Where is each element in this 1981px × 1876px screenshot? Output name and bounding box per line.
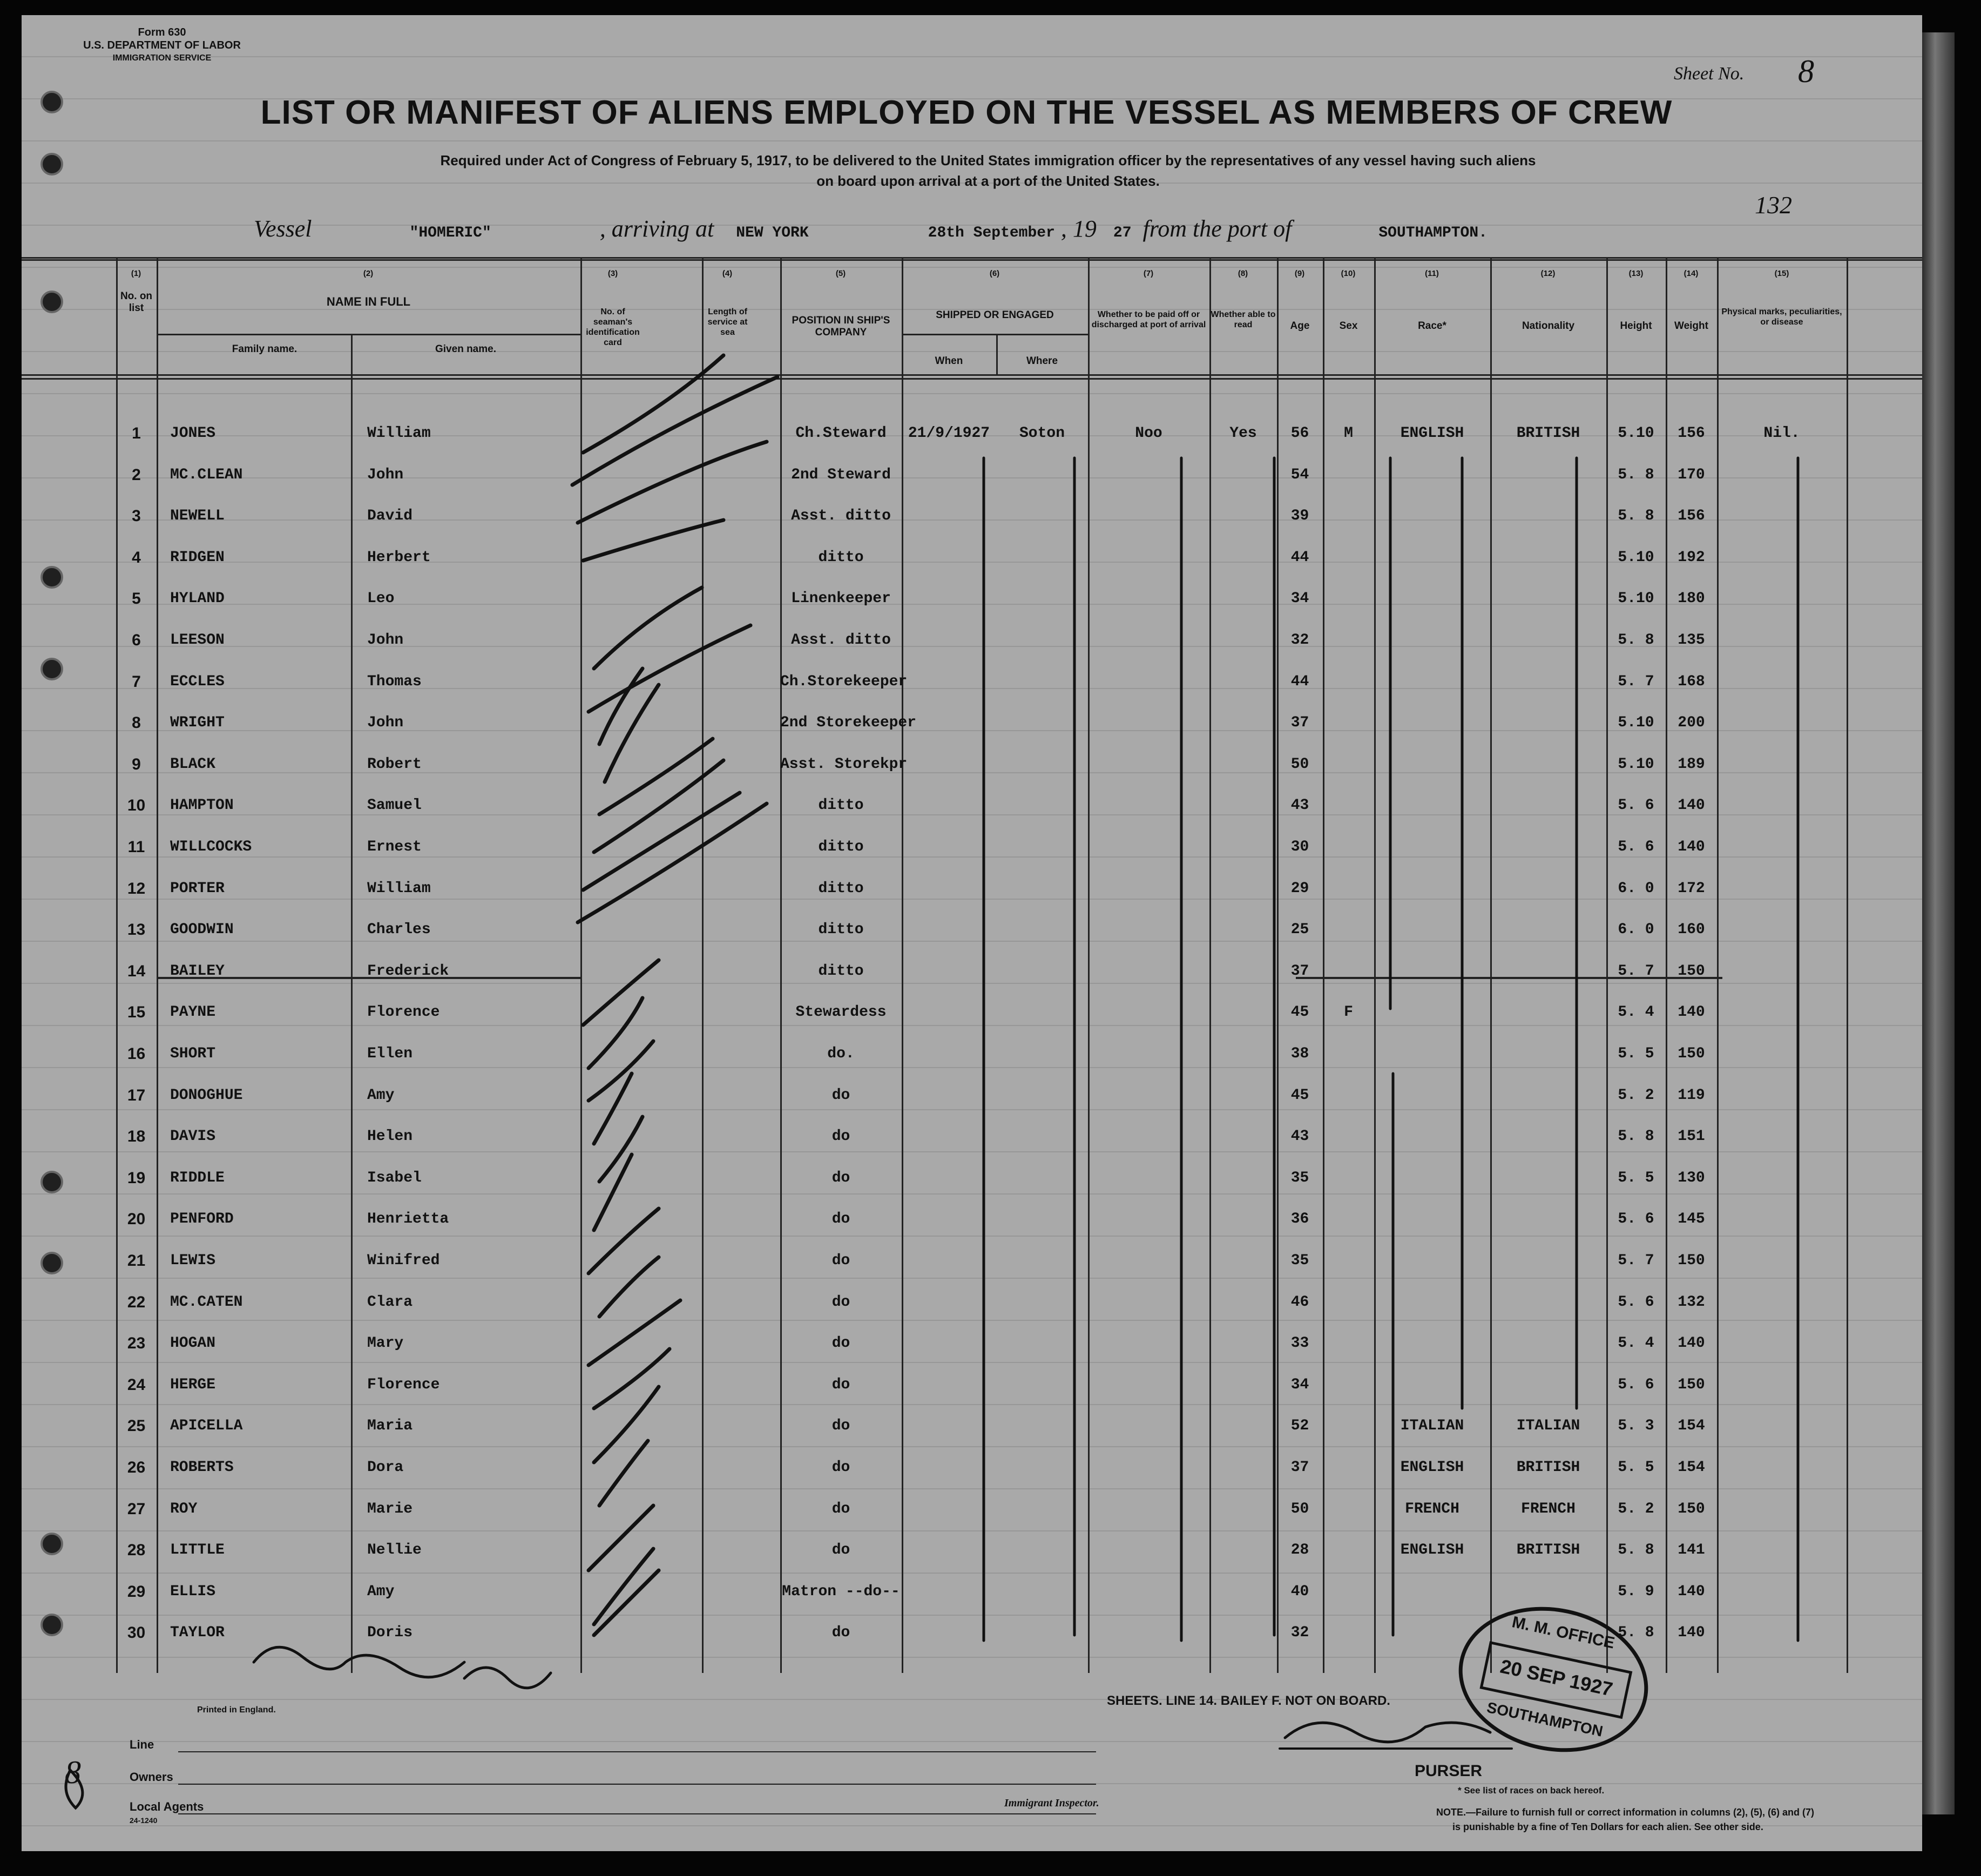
height: 5. 6 <box>1618 1293 1654 1311</box>
column-number: (7) <box>1143 269 1154 278</box>
position: do <box>831 1252 850 1269</box>
position: ditto <box>818 549 864 566</box>
header-able-read: Whether able to read <box>1211 310 1276 329</box>
height: 5. 8 <box>1618 466 1654 483</box>
given-name: Winifred <box>367 1252 440 1269</box>
family-name: WRIGHT <box>170 714 225 732</box>
position: do <box>831 1418 850 1435</box>
position: ditto <box>818 839 864 855</box>
age: 46 <box>1290 1293 1309 1311</box>
position: ditto <box>818 880 864 897</box>
age: 36 <box>1290 1211 1309 1228</box>
row-number: 21 <box>127 1252 146 1270</box>
age: 32 <box>1290 1624 1309 1642</box>
height: 5.10 <box>1618 755 1654 773</box>
adjacent-page-edge <box>1922 32 1955 1814</box>
row-number: 26 <box>127 1459 146 1476</box>
weight: 140 <box>1678 1335 1705 1352</box>
shipped-where: Soton <box>1019 425 1065 442</box>
family-name: HERGE <box>170 1376 216 1393</box>
weight: 150 <box>1678 962 1705 980</box>
weight: 192 <box>1678 549 1705 566</box>
column-number: (3) <box>607 269 618 278</box>
height: 5. 8 <box>1618 1128 1654 1145</box>
race-note: * See list of races on back hereof. <box>1458 1785 1605 1796</box>
sex: F <box>1344 1004 1353 1021</box>
arrival-date: 28th September <box>928 225 1055 241</box>
height: 5.10 <box>1618 425 1654 442</box>
row-number: 27 <box>127 1500 146 1518</box>
age: 43 <box>1290 1128 1309 1145</box>
nationality: FRENCH <box>1521 1500 1576 1517</box>
age: 44 <box>1290 549 1309 566</box>
given-name: Mary <box>367 1335 404 1352</box>
height: 6. 0 <box>1618 880 1654 897</box>
position: ditto <box>818 921 864 939</box>
height: 5. 8 <box>1618 632 1654 649</box>
age: 38 <box>1290 1045 1309 1062</box>
owners-label: Owners <box>130 1770 173 1784</box>
paid-off: Noo <box>1135 425 1162 442</box>
arriving-label: , arriving at <box>599 215 714 242</box>
column-number: (1) <box>131 269 141 278</box>
row-number: 14 <box>127 962 146 980</box>
form-number: Form 630 <box>138 26 186 38</box>
given-name: John <box>367 466 404 483</box>
row-number: 15 <box>127 1003 146 1022</box>
family-name: SHORT <box>170 1045 216 1062</box>
position: do <box>831 1087 850 1104</box>
nationality: BRITISH <box>1516 425 1580 442</box>
age: 32 <box>1290 632 1309 649</box>
weight: 140 <box>1678 839 1705 855</box>
family-name: BLACK <box>170 755 216 773</box>
age: 52 <box>1290 1418 1309 1435</box>
family-name: PENFORD <box>170 1211 234 1228</box>
position: do. <box>827 1045 855 1062</box>
age: 35 <box>1290 1169 1309 1186</box>
height: 5. 8 <box>1618 1542 1654 1559</box>
row-number: 22 <box>127 1293 146 1311</box>
row-number: 30 <box>127 1624 146 1642</box>
weight: 160 <box>1678 921 1705 939</box>
given-name: Ernest <box>367 839 422 855</box>
row-number: 23 <box>127 1334 146 1353</box>
header-seaman-card: No. of seaman's identification card <box>586 307 640 347</box>
column-number: (12) <box>1540 269 1556 278</box>
age: 50 <box>1290 755 1309 773</box>
age: 37 <box>1290 714 1309 732</box>
header-family-name: Family name. <box>232 343 298 355</box>
age: 43 <box>1290 797 1309 814</box>
given-name: Charles <box>367 921 431 939</box>
age: 44 <box>1290 673 1309 690</box>
race: ITALIAN <box>1400 1418 1464 1435</box>
header-nationality: Nationality <box>1522 320 1575 332</box>
weight: 150 <box>1678 1045 1705 1062</box>
physical-marks: Nil. <box>1763 425 1800 442</box>
family-name: ECCLES <box>170 673 225 690</box>
weight: 168 <box>1678 673 1705 690</box>
family-name: PORTER <box>170 880 225 897</box>
nationality: ITALIAN <box>1516 1418 1580 1435</box>
age: 28 <box>1290 1542 1309 1559</box>
stamp-date: 20 SEP 1927 <box>1498 1655 1615 1700</box>
given-name: John <box>367 632 404 649</box>
height: 5. 7 <box>1618 962 1654 980</box>
position: do <box>831 1459 850 1476</box>
position: Ch.Storekeeper <box>780 673 908 690</box>
given-name: Henrietta <box>367 1211 449 1228</box>
header-position: POSITION IN SHIP'S COMPANY <box>792 315 890 338</box>
family-name: RIDDLE <box>170 1169 225 1186</box>
height: 5. 5 <box>1618 1459 1654 1476</box>
age: 34 <box>1290 590 1309 608</box>
position: do <box>831 1376 850 1393</box>
given-name: Isabel <box>367 1169 422 1186</box>
given-name: Herbert <box>367 549 431 566</box>
column-number: (15) <box>1774 269 1789 278</box>
weight: 154 <box>1678 1459 1705 1476</box>
header-length-service: Length of service at sea <box>707 307 748 337</box>
given-name: Clara <box>367 1293 413 1311</box>
stamp-bottom-text: SOUTHAMPTON <box>1485 1698 1605 1740</box>
row-number: 7 <box>132 672 141 691</box>
row-number: 25 <box>127 1417 146 1435</box>
row-number: 17 <box>127 1086 146 1104</box>
weight: 156 <box>1678 425 1705 442</box>
position: Linenkeeper <box>791 590 891 608</box>
race: ENGLISH <box>1400 425 1464 442</box>
page-title: LIST OR MANIFEST OF ALIENS EMPLOYED ON THE VESSEL AS MEMBERS OF CREW <box>260 94 1673 131</box>
position: 2nd Steward <box>791 466 891 483</box>
height: 5. 2 <box>1618 1500 1654 1517</box>
position: ditto <box>818 962 864 980</box>
weight: 119 <box>1678 1087 1705 1104</box>
height: 5. 6 <box>1618 1376 1654 1393</box>
row-number: 11 <box>127 838 145 856</box>
immigrant-inspector-label: Immigrant Inspector. <box>1004 1797 1099 1809</box>
header-no-on-list: No. on list <box>120 291 153 314</box>
family-name: WILLCOCKS <box>170 839 252 855</box>
line-label: Line <box>130 1738 154 1751</box>
given-name: William <box>367 425 431 442</box>
given-name: Florence <box>367 1376 440 1393</box>
position: do <box>831 1293 850 1311</box>
row-number: 5 <box>132 590 141 608</box>
height: 5. 7 <box>1618 1252 1654 1269</box>
position: do <box>831 1542 850 1559</box>
age: 33 <box>1290 1335 1309 1352</box>
position: do <box>831 1169 850 1186</box>
given-name: Thomas <box>367 673 422 690</box>
age: 40 <box>1290 1583 1309 1600</box>
given-name: Maria <box>367 1418 413 1435</box>
position: Matron --do-- <box>782 1583 900 1600</box>
height: 5. 2 <box>1618 1087 1654 1104</box>
printed-note: Printed in England. <box>197 1705 276 1715</box>
given-name: Helen <box>367 1128 413 1145</box>
weight: 132 <box>1678 1293 1705 1311</box>
able-to-read: Yes <box>1229 425 1257 442</box>
header-shipped: SHIPPED OR ENGAGED <box>936 309 1054 321</box>
family-name: MC.CATEN <box>170 1293 243 1311</box>
year-prefix: , 19 <box>1060 215 1097 242</box>
weight: 140 <box>1678 1624 1705 1642</box>
header-age: Age <box>1290 320 1310 332</box>
family-name: NEWELL <box>170 508 225 525</box>
year-suffix: 27 <box>1113 225 1132 241</box>
height: 5. 8 <box>1618 1624 1654 1642</box>
given-name: Amy <box>367 1087 395 1104</box>
weight: 150 <box>1678 1252 1705 1269</box>
department-name: U.S. DEPARTMENT OF LABOR <box>83 39 241 51</box>
family-name: APICELLA <box>170 1418 243 1435</box>
given-name: Nellie <box>367 1542 422 1559</box>
position: 2nd Storekeeper <box>780 714 917 732</box>
age: 35 <box>1290 1252 1309 1269</box>
height: 5.10 <box>1618 590 1654 608</box>
vessel-name: "HOMERIC" <box>409 225 491 241</box>
header-where: Where <box>1026 355 1058 367</box>
header-given-name: Given name. <box>435 343 496 355</box>
page-annotation: 132 <box>1755 191 1792 219</box>
row-number: 8 <box>132 714 141 732</box>
weight: 135 <box>1678 632 1705 649</box>
row-number: 19 <box>127 1169 146 1187</box>
race: FRENCH <box>1405 1500 1459 1517</box>
row-number: 4 <box>132 548 141 566</box>
header-when: When <box>935 355 963 367</box>
row-number: 16 <box>127 1045 146 1063</box>
given-name: William <box>367 880 431 897</box>
position: Ch.Steward <box>795 425 887 442</box>
age: 56 <box>1290 425 1309 442</box>
column-number: (6) <box>989 269 1000 278</box>
given-name: Amy <box>367 1583 395 1600</box>
nationality: BRITISH <box>1516 1459 1580 1476</box>
weight: 150 <box>1678 1500 1705 1517</box>
height: 5.10 <box>1618 714 1654 732</box>
purser-label: PURSER <box>1415 1762 1483 1780</box>
stamp-top-text: M. M. OFFICE <box>1510 1613 1617 1652</box>
height: 5. 6 <box>1618 1211 1654 1228</box>
position: do <box>831 1624 850 1642</box>
weight: 156 <box>1678 508 1705 525</box>
family-name: LITTLE <box>170 1542 225 1559</box>
weight: 180 <box>1678 590 1705 608</box>
weight: 170 <box>1678 466 1705 483</box>
row-number: 6 <box>132 631 141 649</box>
margin-mark: 8 <box>65 1754 81 1790</box>
row-number: 29 <box>127 1582 146 1601</box>
family-name: MC.CLEAN <box>170 466 243 483</box>
service-name: IMMIGRATION SERVICE <box>112 53 212 63</box>
family-name: DONOGHUE <box>170 1087 243 1104</box>
given-name: Marie <box>367 1500 413 1517</box>
race: ENGLISH <box>1400 1459 1464 1476</box>
position: ditto <box>818 797 864 814</box>
header-sex: Sex <box>1339 320 1358 332</box>
family-name: BAILEY <box>170 962 225 980</box>
age: 39 <box>1290 508 1309 525</box>
row-number: 20 <box>127 1210 146 1229</box>
crew-manifest-sheet <box>22 15 1922 1851</box>
sheet-number-label: Sheet No. <box>1674 64 1745 84</box>
race: ENGLISH <box>1400 1542 1464 1559</box>
row-number: 13 <box>127 921 146 939</box>
position: Asst. ditto <box>791 632 891 649</box>
position: Asst. ditto <box>791 508 891 525</box>
row-number: 28 <box>127 1541 146 1560</box>
age: 50 <box>1290 1500 1309 1517</box>
family-name: TAYLOR <box>170 1624 225 1642</box>
position: do <box>831 1211 850 1228</box>
position: do <box>831 1128 850 1145</box>
local-agents-label: Local Agents <box>130 1800 204 1813</box>
weight: 140 <box>1678 797 1705 814</box>
age: 30 <box>1290 839 1309 855</box>
requirement-line-2: on board upon arrival at a port of the United States. <box>816 173 1160 189</box>
column-number: (13) <box>1628 269 1644 278</box>
position: Stewardess <box>795 1004 887 1021</box>
given-name: Leo <box>367 590 395 608</box>
family-name: ROBERTS <box>170 1459 234 1476</box>
family-name: GOODWIN <box>170 921 234 939</box>
height: 5. 8 <box>1618 508 1654 525</box>
row-number: 1 <box>132 424 141 442</box>
row-number: 9 <box>132 755 141 773</box>
sheets-note: SHEETS. LINE 14. BAILEY F. NOT ON BOARD. <box>1107 1693 1390 1708</box>
header-paid-off: Whether to be paid off or discharged at port of arrival <box>1091 310 1206 329</box>
row-number: 10 <box>127 797 146 815</box>
age: 45 <box>1290 1004 1309 1021</box>
row-number: 18 <box>127 1128 146 1146</box>
weight: 200 <box>1678 714 1705 732</box>
row-number: 24 <box>127 1375 146 1394</box>
given-name: Ellen <box>367 1045 413 1062</box>
column-number: (9) <box>1294 269 1305 278</box>
sex: M <box>1344 425 1353 442</box>
given-name: John <box>367 714 404 732</box>
header-name-in-full: NAME IN FULL <box>326 295 411 308</box>
row-number: 2 <box>132 465 141 484</box>
column-number: (10) <box>1341 269 1356 278</box>
family-name: HYLAND <box>170 590 225 608</box>
height: 5. 5 <box>1618 1045 1654 1062</box>
position: do <box>831 1335 850 1352</box>
age: 37 <box>1290 1459 1309 1476</box>
position: Asst. Storekpr <box>780 755 908 773</box>
header-race: Race* <box>1418 320 1446 332</box>
weight: 130 <box>1678 1169 1705 1186</box>
height: 5. 6 <box>1618 797 1654 814</box>
given-name: Dora <box>367 1459 404 1476</box>
age: 34 <box>1290 1376 1309 1393</box>
given-name: David <box>367 508 413 525</box>
height: 5. 9 <box>1618 1583 1654 1600</box>
family-name: LEESON <box>170 632 225 649</box>
column-number: (2) <box>363 269 374 278</box>
family-name: LEWIS <box>170 1252 216 1269</box>
height: 5. 7 <box>1618 673 1654 690</box>
column-number: (5) <box>835 269 846 278</box>
requirement-line-1: Required under Act of Congress of February 5, 1917, to be delivered to the United States immigration officer by the representatives of any vessel having such aliens <box>440 152 1536 168</box>
weight: 172 <box>1678 880 1705 897</box>
departure-port: SOUTHAMPTON. <box>1378 225 1488 241</box>
family-name: DAVIS <box>170 1128 216 1145</box>
weight: 151 <box>1678 1128 1705 1145</box>
age: 37 <box>1290 962 1309 980</box>
age: 54 <box>1290 466 1309 483</box>
height: 5. 6 <box>1618 839 1654 855</box>
row-number: 3 <box>132 507 141 525</box>
family-name: ELLIS <box>170 1583 216 1600</box>
age: 25 <box>1290 921 1309 939</box>
height: 5. 4 <box>1618 1004 1654 1021</box>
family-name: PAYNE <box>170 1004 216 1021</box>
position: do <box>831 1500 850 1517</box>
weight: 154 <box>1678 1418 1705 1435</box>
shipped-when: 21/9/1927 <box>908 425 990 442</box>
vessel-label: Vessel <box>254 215 312 242</box>
height: 5.10 <box>1618 549 1654 566</box>
given-name: Doris <box>367 1624 413 1642</box>
nationality: BRITISH <box>1516 1542 1580 1559</box>
arrival-port: NEW YORK <box>736 225 809 241</box>
age: 45 <box>1290 1087 1309 1104</box>
fine-note-line-1: NOTE.—Failure to furnish full or correct information in columns (2), (5), (6) and (7) <box>1436 1807 1815 1818</box>
family-name: ROY <box>170 1500 198 1517</box>
given-name: Samuel <box>367 797 422 814</box>
height: 5. 3 <box>1618 1418 1654 1435</box>
weight: 141 <box>1678 1542 1705 1559</box>
header-physical-marks: Physical marks, peculiarities, or disease <box>1721 307 1842 327</box>
given-name: Robert <box>367 755 422 773</box>
column-number: (8) <box>1238 269 1248 278</box>
age: 29 <box>1290 880 1309 897</box>
column-number: (14) <box>1683 269 1699 278</box>
column-number: (4) <box>722 269 733 278</box>
handwritten-marks <box>22 15 1922 1851</box>
family-name: HAMPTON <box>170 797 234 814</box>
sheet-number: 8 <box>1798 53 1814 89</box>
from-label: from the port of <box>1142 215 1292 242</box>
weight: 145 <box>1678 1211 1705 1228</box>
weight: 140 <box>1678 1583 1705 1600</box>
header-height: Height <box>1620 320 1652 332</box>
given-name: Florence <box>367 1004 440 1021</box>
given-name: Frederick <box>367 962 449 980</box>
height: 5. 5 <box>1618 1169 1654 1186</box>
weight: 140 <box>1678 1004 1705 1021</box>
header-weight: Weight <box>1674 320 1708 332</box>
height: 6. 0 <box>1618 921 1654 939</box>
family-name: HOGAN <box>170 1335 216 1352</box>
weight: 150 <box>1678 1376 1705 1393</box>
fine-note-line-2: is punishable by a fine of Ten Dollars for each alien. See other side. <box>1452 1821 1763 1832</box>
height: 5. 4 <box>1618 1335 1654 1352</box>
weight: 189 <box>1678 755 1705 773</box>
form-code: 24-1240 <box>130 1816 158 1825</box>
family-name: RIDGEN <box>170 549 225 566</box>
family-name: JONES <box>170 425 216 442</box>
column-number: (11) <box>1425 269 1439 278</box>
row-number: 12 <box>127 879 146 897</box>
